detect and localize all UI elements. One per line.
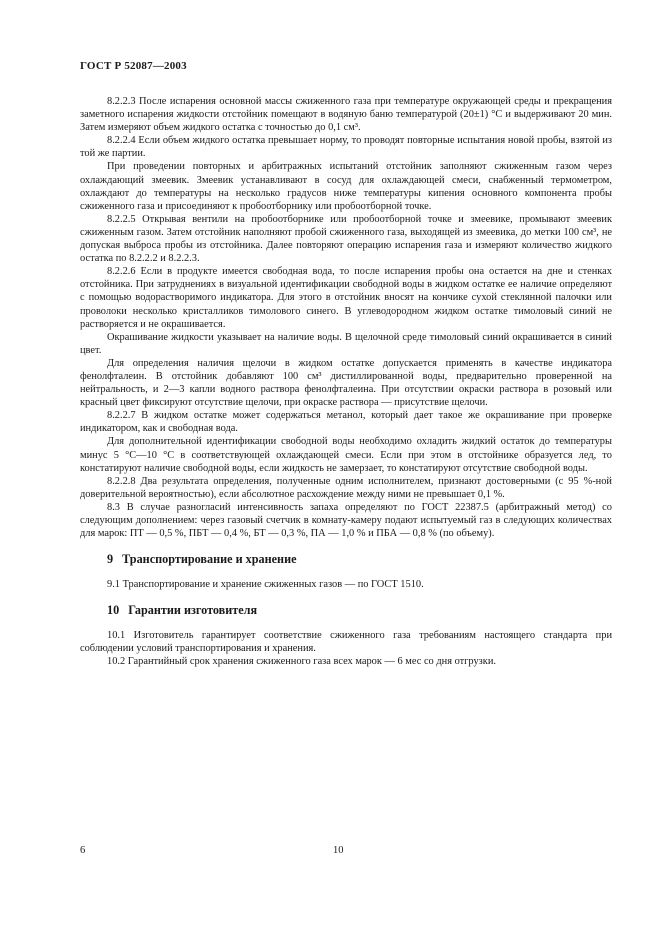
paragraph-8-2-2-4: 8.2.2.4 Если объем жидкого остатка превышает норму, то проводят повторные испытания новой пробы, взятой из той же партии. (80, 135, 612, 160)
section-9-title: Транспортирование и хранение (122, 552, 297, 567)
paragraph-8-3: 8.3 В случае разногласий интенсивность запаха определяют по ГОСТ 22387.5 (арбитражный метод) со следующим дополнением: через газовый счетчик в комнату-камеру подают испытуемый газ в следующих количествах для марок: ПТ — 0,5 %, ПБТ — 0,4 %, БТ — 0,3 %, ПА — 1,0 % и ПБА — 0,8 % (по объему). (80, 501, 612, 540)
paragraph-10-1: 10.1 Изготовитель гарантирует соответствие сжиженного газа требованиям настоящего стандарта при соблюдении условий транспортирования и хранения. (80, 630, 612, 655)
paragraph-8-2-2-5: 8.2.2.5 Открывая вентили на пробоотборнике или пробоотборной точке и змеевике, промывают змеевик сжиженным газом. Затем отстойник наполняют пробой сжиженного газа, выходящей из змеевика, до метки 100 см³, не допуская выброса пробы из отстойника. Далее повторяют операцию испарения газа и измеряют количество жидкого остатка по 8.2.2.2 и 8.2.2.3. (80, 213, 612, 265)
paragraph-repeat-tests: При проведении повторных и арбитражных испытаний отстойник заполняют сжиженным газом через охлаждающий змеевик. Змеевик устанавливают в сосуд для охлаждающей смеси, снабженный термометром, охлаждают до температуры на несколько градусов ниже температуры кипения основного компонента пробы сжиженного газа и присоединяют к пробоотборнику или пробоотборной точке. (80, 161, 612, 212)
paragraph-8-2-2-3: 8.2.2.3 После испарения основной массы сжиженного газа при температуре окружающей среды и прекращения заметного испарения жидкости отстойник помещают в водяную баню температурой (20±1) °С и выдерживают 20 мин. Затем измеряют объем жидкого остатка с точностью до 0,1 см³. (80, 96, 612, 134)
paragraph-8-2-2-7: 8.2.2.7 В жидком остатке может содержаться метанол, который дает такое же окрашивание при проверке индикатором, как и свободная вода. (80, 410, 612, 435)
paragraph-phenolphthalein: Для определения наличия щелочи в жидком остатке допускается применять в качестве индикатора фенолфталеин. В отстойник добавляют 100 см³ дистиллированной воды, предварительно проверенной на нейтральность, и 2—3 капли водного раствора фенолфталеина. При отсутствии окраски раствора в розовый или красный цвет фиксируют отсутствие щелочи, при окраске раствора — присутствие щелочи. (80, 357, 612, 409)
section-10-heading (107, 603, 612, 617)
document-body (80, 95, 612, 669)
paragraph-8-2-2-6: 8.2.2.6 Если в продукте имеется свободная вода, то после испарения пробы она остается на дне и стенках отстойника. При затруднениях в визуальной идентификации свободной воды в жидком остатке ее наличие определяют с помощью водорастворимого индикатора. Для этого в отстойник вносят на кончике сухой стеклянной палочки или проволоки несколько кристалликов тимолового синего. В углеводородном жидком остатке тимоловый синий не растворяется и не окрашивается. (80, 266, 612, 330)
paragraph-ice-test: Для дополнительной идентификации свободной воды необходимо охладить жидкий остаток до температуры минус 5 °С—10 °С в соответствующей охлаждающей смеси. Если при этом в отстойнике образуется лед, то констатируют наличие свободной воды, если жидкость не замерзает, то констатируют отсутствие свободной воды. (80, 436, 612, 474)
paragraph-8-2-2-8: 8.2.2.8 Два результата определения, полученные одним исполнителем, признают достоверными (с 95 %-ной доверительной вероятностью), если абсолютное расхождение между ними не превышает 0,1 %. (80, 475, 612, 500)
section-10-title: Гарантии изготовителя (128, 603, 258, 618)
page-number-center: 10 (333, 845, 344, 856)
paragraph-9-1: 9.1 Транспортирование и хранение сжиженных газов — по ГОСТ 1510. (107, 579, 424, 591)
section-10-number: 10 (107, 603, 120, 618)
section-9-heading (107, 552, 612, 566)
paragraph-10-2: 10.2 Гарантийный срок хранения сжиженного газа всех марок — 6 мес со дня отгрузки. (107, 656, 496, 668)
document-header: ГОСТ Р 52087—2003 (80, 60, 187, 72)
page-number-left: 6 (80, 845, 86, 856)
paragraph-coloring: Окрашивание жидкости указывает на наличие воды. В щелочной среде тимоловый синий окрашивается в синий цвет. (80, 331, 612, 356)
section-9-number: 9 (107, 552, 114, 567)
